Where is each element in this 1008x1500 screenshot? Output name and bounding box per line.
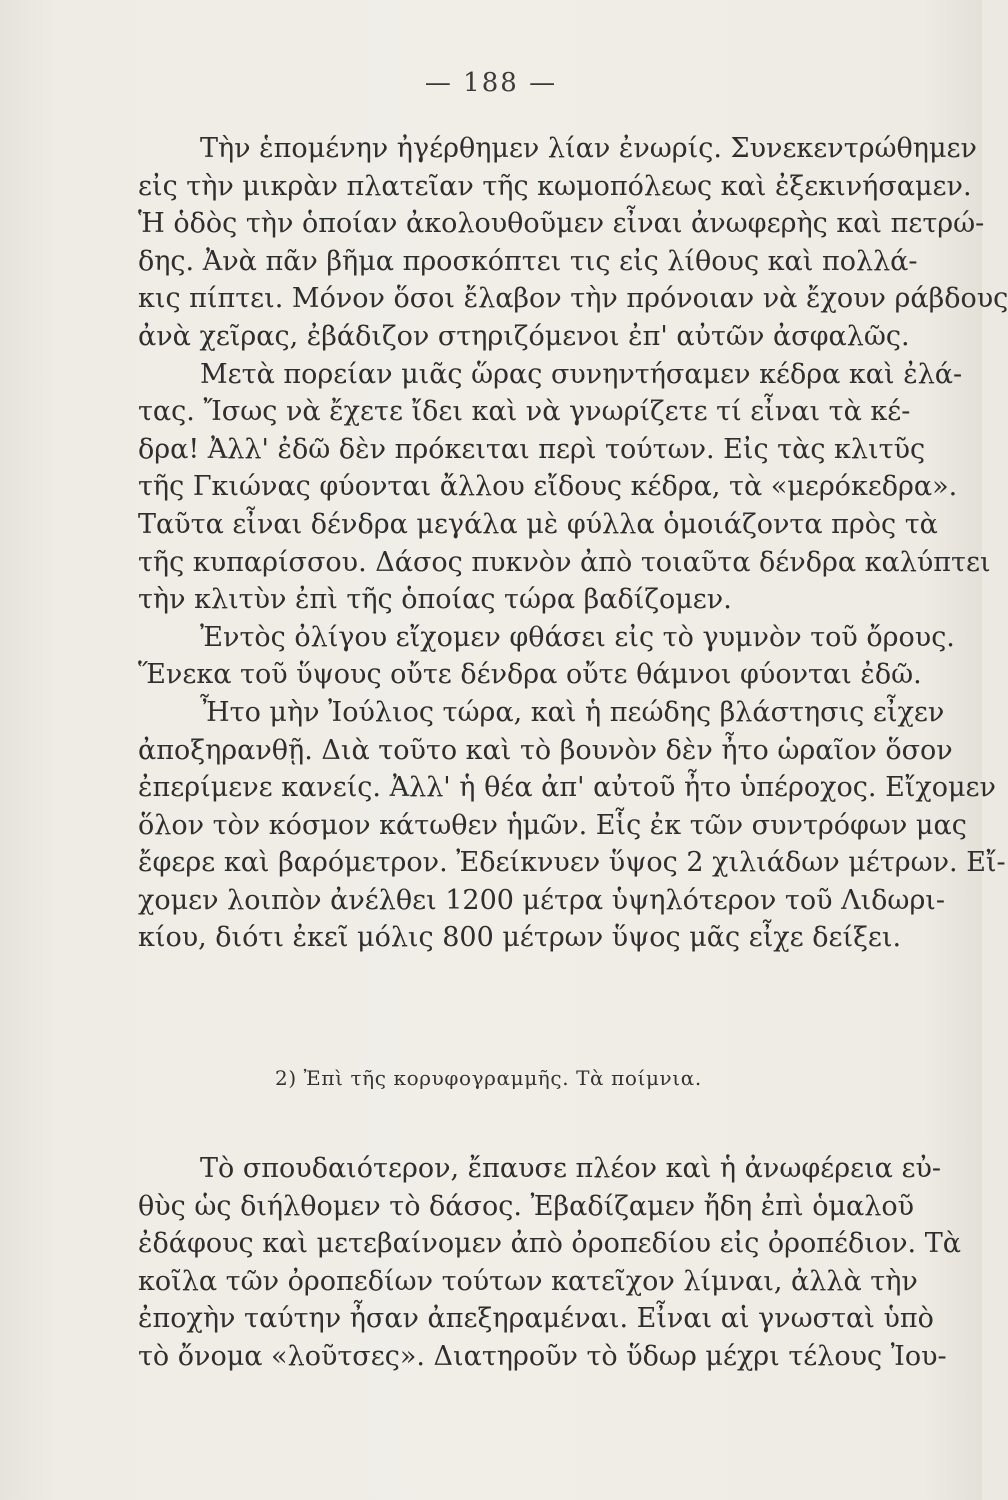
text-line: τῆς Γκιώνας φύονται ἄλλου εἴδους κέδρα, τὰ «μερόκεδρα».	[138, 471, 958, 503]
text-line: ἀποξηρανθῇ. Διὰ τοῦτο καὶ τὸ βουνὸν δὲν ἦτο ὡραῖον ὅσον	[138, 734, 953, 766]
text-line: Μετὰ πορείαν μιᾶς ὥρας συνηντήσαμεν κέδρα καὶ ἐλά-	[200, 358, 963, 390]
text-line: τὸ ὄνομα «λοῦτσες». Διατηροῦν τὸ ὕδωρ μέχρι τέλους Ἰου-	[138, 1340, 947, 1372]
text-line: Ἦτο μὴν Ἰούλιος τώρα, καὶ ἡ πεώδης βλάστησις εἶχεν	[200, 696, 945, 728]
text-line: θὺς ὡς διήλθομεν τὸ δάσος. Ἐβαδίζαμεν ἤδη ἐπὶ ὁμαλοῦ	[138, 1190, 915, 1222]
text-line: δης. Ἀνὰ πᾶν βῆμα προσκόπτει τις εἰς λίθους καὶ πολλά-	[138, 245, 918, 277]
text-line: Ἕνεκα τοῦ ὕψους οὔτε δένδρα οὔτε θάμνοι φύονται ἐδῶ.	[138, 659, 922, 691]
text-line: χομεν λοιπὸν ἀνέλθει 1200 μέτρα ὑψηλότερον τοῦ Λιδωρι-	[138, 884, 946, 916]
text-line: δρα! Ἀλλ' ἐδῶ δὲν πρόκειται περὶ τούτων. Εἰς τὰς κλιτῦς	[138, 433, 926, 465]
text-line: Τὸ σπουδαιότερον, ἔπαυσε πλέον καὶ ἡ ἀνωφέρεια εὐ-	[200, 1153, 942, 1184]
text-line: ἐδάφους καὶ μετεβαίνομεν ἀπὸ ὀροπεδίου εἰς ὀροπέδιον. Τὰ	[138, 1228, 961, 1260]
text-line: ὅλον τὸν κόσμον κάτωθεν ἡμῶν. Εἷς ἐκ τῶν συντρόφων μας	[138, 809, 967, 841]
section-heading: 2) Ἐπὶ τῆς κορυφογραμμῆς. Τὰ ποίμνια.	[275, 1066, 702, 1090]
text-line: κις πίπτει. Μόνον ὅσοι ἔλαβον τὴν πρόνοιαν νὰ ἔχουν ράβδους	[138, 283, 1008, 315]
text-line: Ἐντὸς ὀλίγου εἴχομεν φθάσει εἰς τὸ γυμνὸν τοῦ ὄρους.	[200, 621, 955, 653]
text-block-2	[138, 1150, 961, 1376]
text-line: κίου, διότι ἐκεῖ μόλις 800 μέτρων ὕψος μᾶς εἶχε δείξει.	[138, 922, 902, 954]
text-line: τας. Ἴσως νὰ ἔχετε ἴδει καὶ νὰ γνωρίζετε τί εἶναι τὰ κέ-	[138, 396, 911, 428]
text-line: τῆς κυπαρίσσου. Δάσος πυκνὸν ἀπὸ τοιαῦτα δένδρα καλύπτει	[138, 546, 991, 578]
text-line: εἰς τὴν μικρὰν πλατεῖαν τῆς κωμοπόλεως καὶ ἐξεκινήσαμεν.	[138, 170, 972, 202]
text-block-1	[138, 130, 1008, 957]
text-line: ἀνὰ χεῖρας, ἐβάδιζον στηριζόμενοι ἐπ' αὐτῶν ἀσφαλῶς.	[138, 320, 910, 352]
text-line: τὴν κλιτὺν ἐπὶ τῆς ὁποίας τώρα βαδίζομεν.	[138, 584, 732, 616]
text-line: ἔφερε καὶ βαρόμετρον. Ἐδείκνυεν ὕψος 2 χιλιάδων μέτρων. Εἴ-	[138, 847, 1006, 879]
text-line: κοῖλα τῶν ὀροπεδίων τούτων κατεῖχον λίμναι, ἀλλὰ τὴν	[138, 1265, 918, 1297]
text-line: ἐποχὴν ταύτην ἦσαν ἀπεξηραμέναι. Εἶναι αἱ γνωσταὶ ὑπὸ	[138, 1303, 934, 1335]
page-number: — 188 —	[424, 68, 558, 98]
text-line: Ἡ ὁδὸς τὴν ὁποίαν ἀκολουθοῦμεν εἶναι ἀνωφερὴς καὶ πετρώ-	[138, 208, 985, 240]
text-line: Τὴν ἑπομένην ἠγέρθημεν λίαν ἐνωρίς. Συνεκεντρώθημεν	[200, 133, 977, 164]
text-line: Ταῦτα εἶναι δένδρα μεγάλα μὲ φύλλα ὁμοιάζοντα πρὸς τὰ	[138, 508, 938, 540]
text-line: ἐπερίμενε κανείς. Ἀλλ' ἡ θέα ἀπ' αὐτοῦ ἦτο ὑπέροχος. Εἴχομεν	[138, 772, 996, 804]
